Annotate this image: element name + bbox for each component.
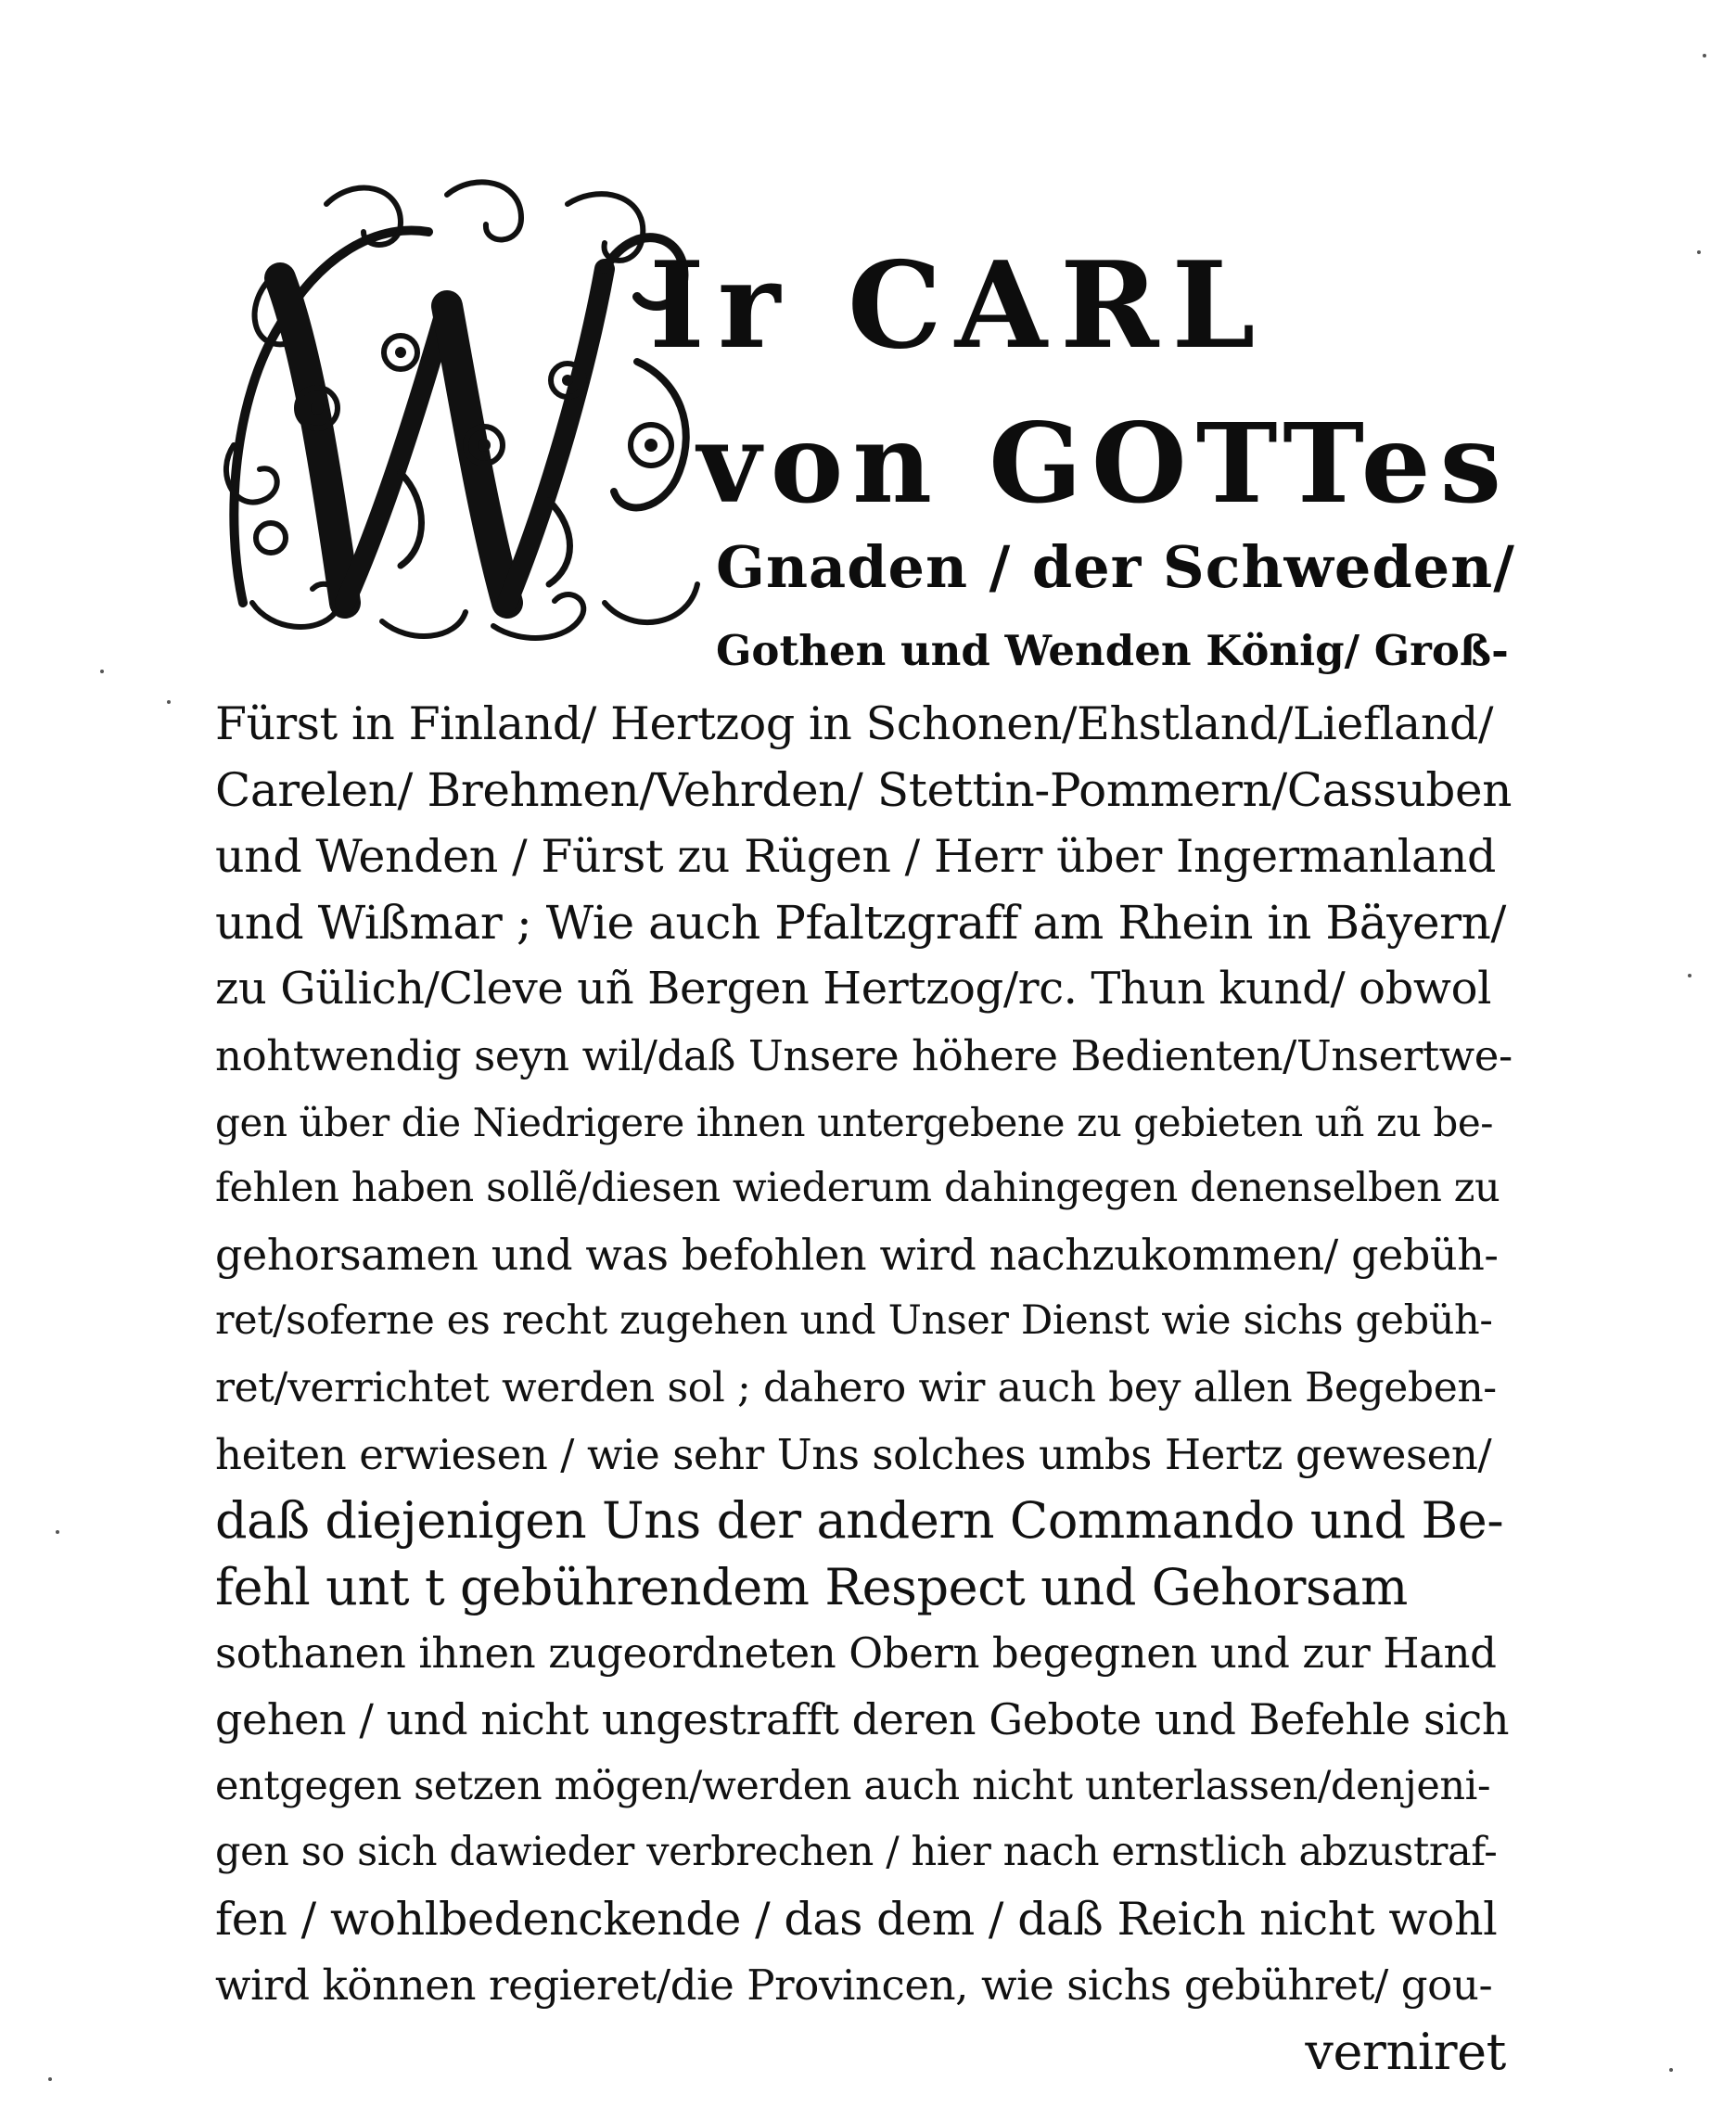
text-line: gehorsamen und was befohlen wird nachzukommen/ gebüh-	[215, 1229, 1499, 1280]
heading-line-2: von GOTTes	[697, 399, 1512, 528]
text-line: ret/verrichtet werden sol ; dahero wir auch bey allen Begeben-	[215, 1363, 1497, 1411]
scan-speck	[56, 1530, 59, 1534]
text-line: zu Gülich/Cleve uñ Bergen Hertzog/rc. Thun kund/ obwol	[215, 963, 1492, 1015]
text-line: Fürst in Finland/ Hertzog in Schonen/Ehstland/Liefland/	[215, 697, 1494, 750]
text-line: fehlen haben sollẽ/diesen wiederum dahingegen denenselben zu	[215, 1165, 1500, 1212]
heading-line-3: Gnaden / der Schweden/	[716, 533, 1515, 601]
scan-speck	[1697, 250, 1701, 254]
body-text	[215, 691, 1513, 2085]
text-line: gen so sich dawieder verbrechen / hier nach ernstlich abzustraf-	[215, 1829, 1498, 1876]
text-line: nohtwendig seyn wil/daß Unsere höhere Bedienten/Unsertwe-	[215, 1030, 1513, 1080]
text-line: heiten erwiesen / wie sehr Uns solches umbs Hertz gewesen/	[215, 1429, 1492, 1479]
scan-speck	[48, 2077, 52, 2081]
text-line: fen / wohlbedenckende / das dem / daß Reich nicht wohl	[215, 1892, 1498, 1946]
scan-speck	[100, 670, 104, 673]
heading-line-1: Ir CARL	[649, 236, 1269, 376]
scan-speck	[1688, 974, 1691, 977]
heading-line-4: Gothen und Wenden König/ Groß-	[716, 626, 1509, 675]
decorative-initial-w	[215, 167, 716, 649]
scan-speck	[1703, 54, 1706, 57]
scan-speck	[1669, 2068, 1673, 2072]
text-line: fehl unt t gebührendem Respect und Gehorsam	[215, 1557, 1408, 1616]
text-line: und Wenden / Fürst zu Rügen / Herr über Ingermanland	[215, 830, 1496, 884]
text-line: entgegen setzen mögen/werden auch nicht unterlassen/denjeni-	[215, 1762, 1491, 1809]
text-line: gehen / und nicht ungestrafft deren Gebote und Befehle sich	[215, 1693, 1510, 1744]
text-line: gen über die Niedrigere ihnen untergebene zu gebieten uñ zu be-	[215, 1099, 1494, 1145]
text-line: und Wißmar ; Wie auch Pfaltzgraff am Rhein in Bäyern/	[215, 895, 1506, 950]
text-line: daß diejenigen Uns der andern Commando und Be-	[215, 1491, 1504, 1551]
text-line: wird können regieret/die Provincen, wie sichs gebühret/ gou-	[215, 1960, 1493, 2011]
text-line: Carelen/ Brehmen/Vehrden/ Stettin-Pommern/Cassuben	[215, 762, 1512, 817]
scan-speck	[167, 700, 171, 704]
catchword: verniret	[1305, 2022, 1506, 2081]
text-line: ret/soferne es recht zugehen und Unser Dienst wie sichs gebüh-	[215, 1297, 1493, 1345]
text-line: sothanen ihnen zugeordneten Obern begegnen und zur Hand	[215, 1628, 1497, 1679]
